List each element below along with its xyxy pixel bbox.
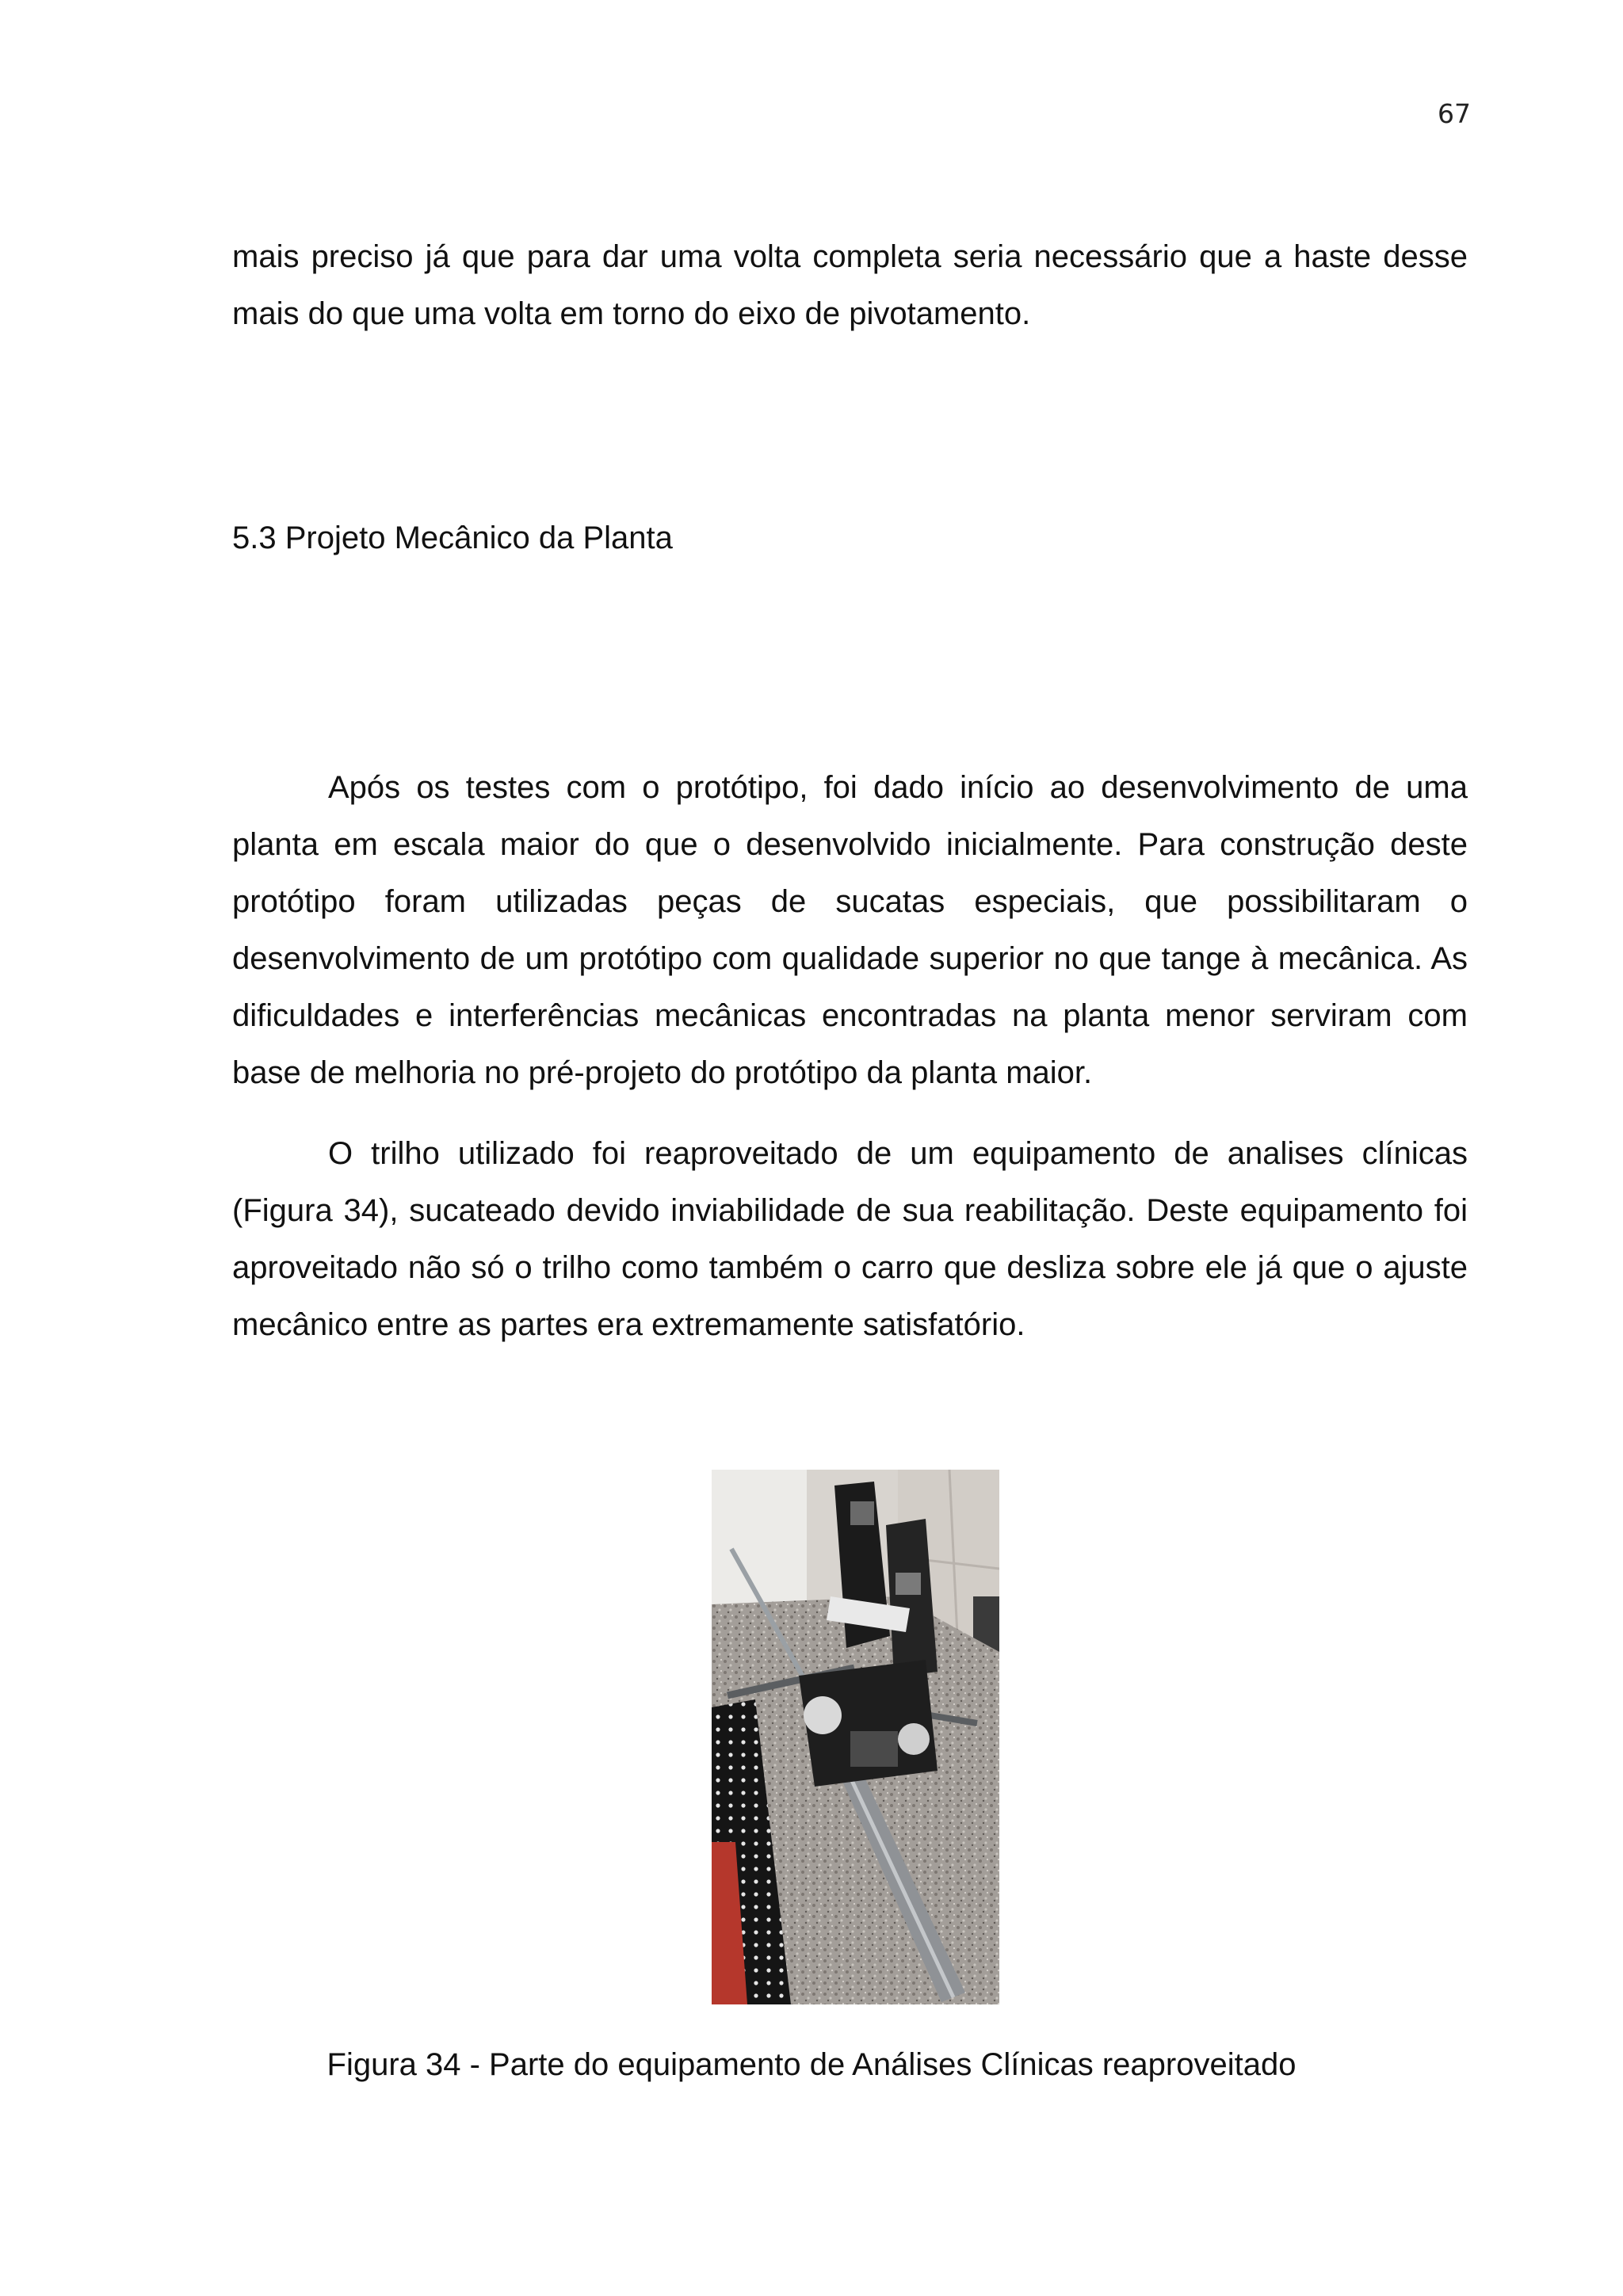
paragraph-rail-reuse: O trilho utilizado foi reaproveitado de um equipamento de analises clínicas (Figura 34), sucateado devido inviabilidade de sua reabilitação. Deste equipamento foi aproveitado não só o trilho como também o carro que desliza sobre ele já que o ajuste mecânico entre as partes era extremamente satisfatório. — [232, 1136, 1468, 1342]
page-number: 67 — [1438, 98, 1471, 129]
section-heading: 5.3 Projeto Mecânico da Planta — [232, 521, 673, 555]
figure-photo-equipment — [712, 1470, 999, 2004]
equipment-photo — [712, 1470, 999, 2004]
paragraph-continuation: mais preciso já que para dar uma volta completa seria necessário que a haste desse mais do que uma volta em torno do eixo de pivotamento. — [232, 239, 1468, 331]
paragraph-prototype-development: Após os testes com o protótipo, foi dado início ao desenvolvimento de uma planta em escala maior do que o desenvolvido inicialmente. Para construção deste protótipo foram utilizadas peças de sucatas especiais, que possibilitaram o desenvolvimento de um protótipo com qualidade superior no que tange à mecânica. As dificuldades e interferências mecânicas encontradas na planta menor serviram com base de melhoria no pré-projeto do protótipo da planta maior. — [232, 770, 1468, 1090]
figure-caption: Figura 34 - Parte do equipamento de Análises Clínicas reaproveitado — [327, 2047, 1296, 2082]
